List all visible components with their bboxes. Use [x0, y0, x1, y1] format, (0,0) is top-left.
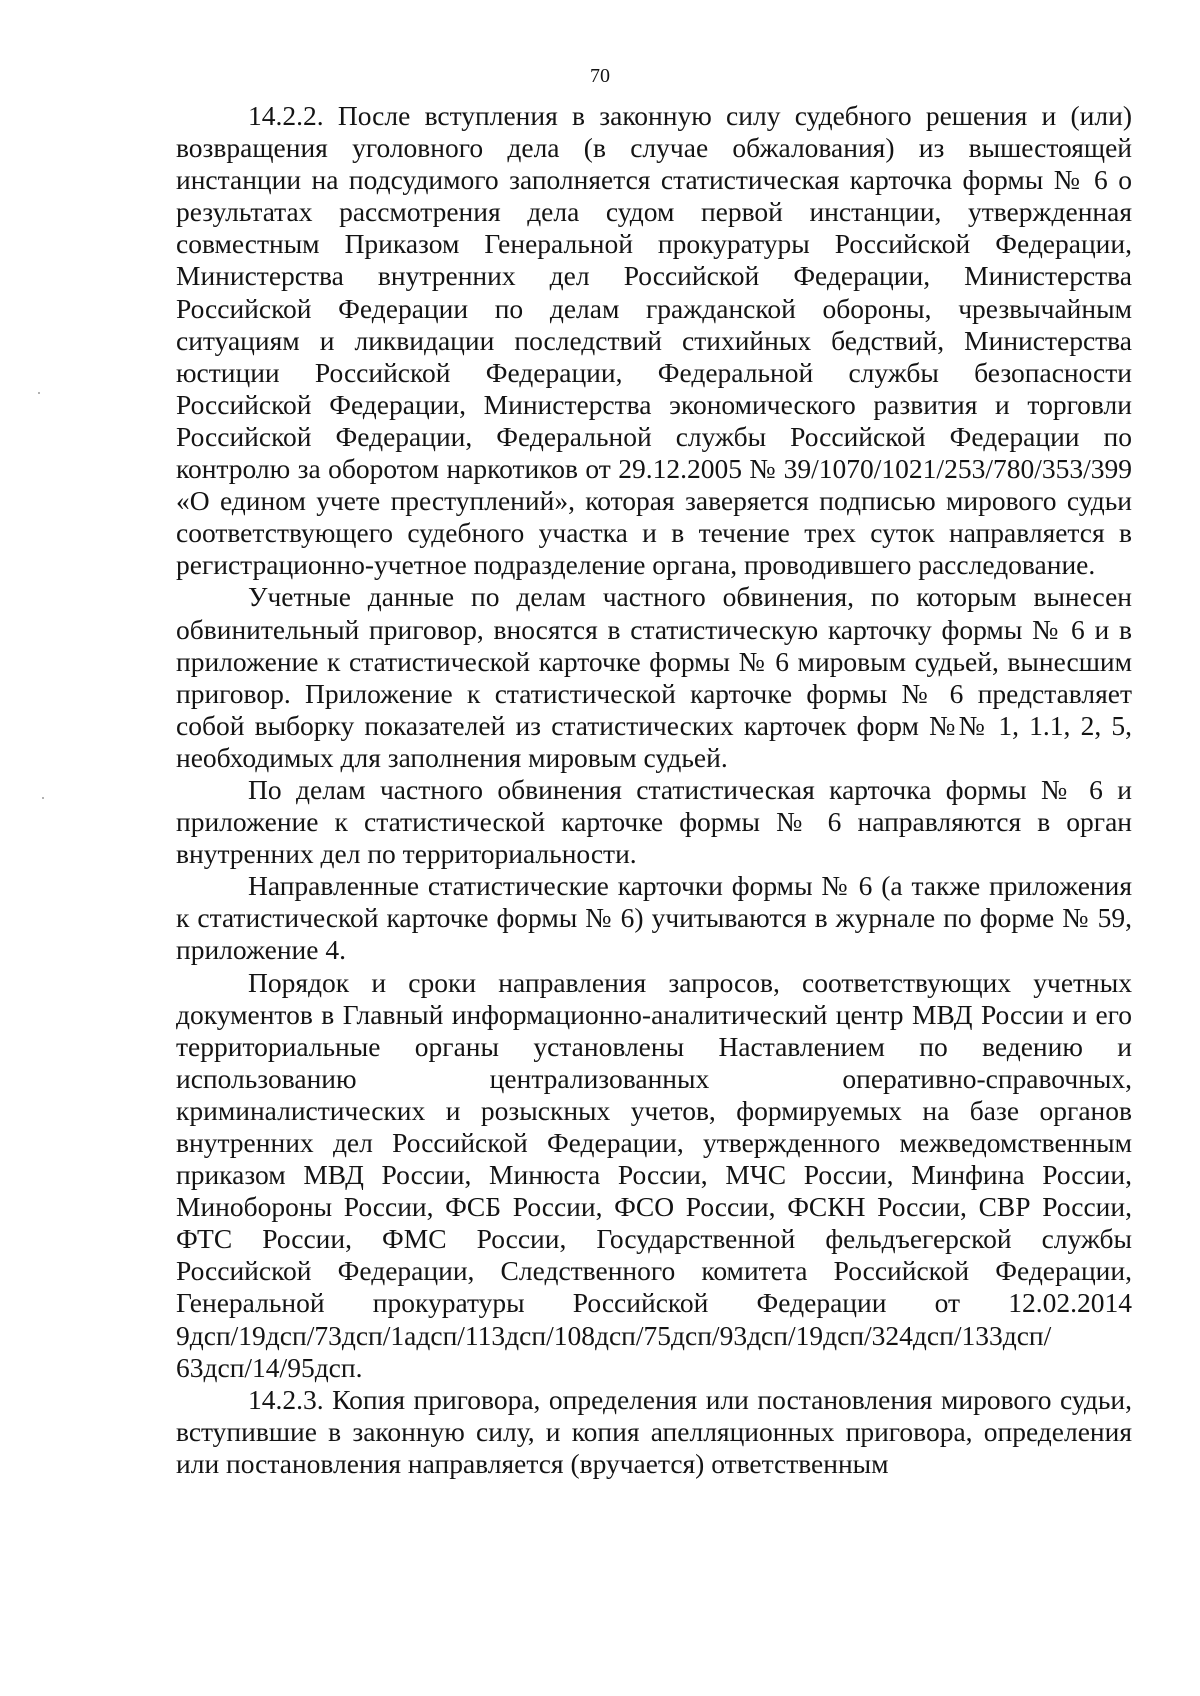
scan-speck	[38, 392, 40, 394]
paragraph-sent-cards-journal: Направленные статистические карточки формы № 6 (а также приложения к статистической карточке формы № 6) учитываются в журнале по форме № 59, приложение 4.	[176, 870, 1132, 966]
paragraph-14-2-2: 14.2.2. После вступления в законную силу судебного решения и (или) возвращения уголовного дела (в случае обжалования) из вышестоящей инстанции на подсудимого заполняется статистическая карточка формы № 6 о результатах рассмотрения дела судом первой инстанции, утвержденная совместным Приказом Генеральной прокуратуры Российской Федерации, Министерства внутренних дел Российской Федерации, Министерства Российской Федерации по делам гражданской обороны, чрезвычайным ситуациям и ликвидации последствий стихийных бедствий, Министерства юстиции Российской Федерации, Федеральной службы безопасности Российской Федерации, Министерства экономического развития и торговли Российской Федерации, Федеральной службы Российской Федерации по контролю за оборотом наркотиков от 29.12.2005 № 39/1070/1021/253/780/353/399 «О едином учете преступлений», которая заверяется подписью мирового судьи соответствующего судебного участка и в течение трех суток направляется в регистрационно-учетное подразделение органа, проводившего расследование.	[176, 100, 1132, 581]
paragraph-request-procedure: Порядок и сроки направления запросов, соответствующих учетных документов в Главный информационно-аналитический центр МВД России и его территориальные органы установлены Наставлением по ведению и использованию централизованных оперативно-справочных, криминалистических и розыскных учетов, формируемых на базе органов внутренних дел Российской Федерации, утвержденного межведомственным приказом МВД России, Минюста России, МЧС России, Минфина России, Минобороны России, ФСБ России, ФСО России, ФСКН России, СВР России, ФТС России, ФМС России, Государственной фельдъегерской службы Российской Федерации, Следственного комитета Российской Федерации, Генеральной прокуратуры Российской Федерации от 12.02.2014 9дсп/19дсп/73дсп/1адсп/113дсп/108дсп/75дсп/93дсп/19дсп/324дсп/133дсп/ 63дсп/14/95дсп.	[176, 966, 1132, 1383]
paragraph-14-2-3: 14.2.3. Копия приговора, определения или постановления мирового судьи, вступившие в законную силу, и копия апелляционных приговора, определения или постановления направляется (вручается) ответственным	[176, 1383, 1132, 1479]
paragraph-private-prosecution-card-routing: По делам частного обвинения статистическая карточка формы № 6 и приложение к статистической карточке формы № 6 направляются в орган внутренних дел по территориальности.	[176, 773, 1132, 870]
document-body	[176, 100, 1132, 1480]
paragraph-private-prosecution-records: Учетные данные по делам частного обвинения, по которым вынесен обвинительный приговор, вносятся в статистическую карточку формы № 6 и в приложение к статистической карточке формы № 6 мировым судьей, вынесшим приговор. Приложение к статистической карточке формы № 6 представляет собой выборку показателей из статистических карточек форм №№ 1, 1.1, 2, 5, необходимых для заполнения мировым судьей.	[176, 581, 1132, 773]
scan-speck	[42, 797, 44, 799]
page-number: 70	[590, 65, 610, 87]
